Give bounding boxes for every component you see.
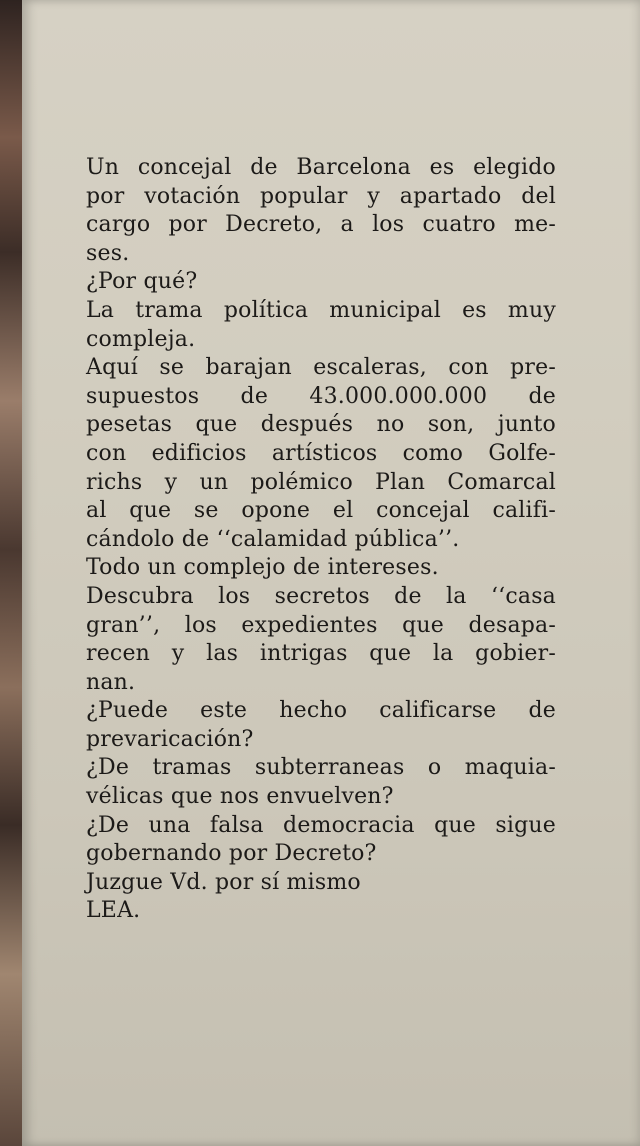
text-line: al que se opone el concejal califi- bbox=[86, 498, 556, 524]
text-line: ¿Por qué? bbox=[86, 269, 198, 295]
cover-page bbox=[22, 0, 640, 1146]
text-line: prevaricación? bbox=[86, 726, 254, 752]
text-line: por votación popular y apartado del bbox=[86, 183, 556, 209]
text-line: Aquí se barajan escaleras, con pre- bbox=[86, 355, 556, 381]
text-line: richs y un polémico Plan Comarcal bbox=[86, 469, 556, 495]
text-line: gobernando por Decreto? bbox=[86, 841, 377, 867]
text-line: gran’’, los expedientes que desapa- bbox=[86, 612, 556, 638]
text-line: nan. bbox=[86, 669, 136, 695]
text-line: LEA. bbox=[86, 898, 141, 924]
text-line: supuestos de 43.000.000.000 de bbox=[86, 383, 556, 409]
text-line: cándolo de ‘‘calamidad pública’’. bbox=[86, 526, 460, 552]
text-line: Un concejal de Barcelona es elegido bbox=[86, 155, 556, 180]
text-line: Todo un complejo de intereses. bbox=[86, 555, 439, 581]
text-line: La trama política municipal es muy bbox=[86, 297, 556, 323]
text-line: cargo por Decreto, a los cuatro me- bbox=[86, 212, 556, 238]
blurb-text bbox=[86, 154, 556, 926]
text-line: ses. bbox=[86, 240, 130, 266]
text-line: Juzgue Vd. por sí mismo bbox=[86, 869, 361, 895]
text-line: ¿Puede este hecho calificarse de bbox=[86, 698, 556, 724]
book-spine-edge bbox=[0, 0, 22, 1146]
text-line: ¿De tramas subterraneas o maquia- bbox=[86, 755, 556, 781]
text-line: vélicas que nos envuelven? bbox=[86, 784, 394, 810]
text-line: pesetas que después no son, junto bbox=[86, 412, 556, 438]
text-line: Descubra los secretos de la ‘‘casa bbox=[86, 583, 556, 609]
text-line: compleja. bbox=[86, 326, 196, 352]
text-line: recen y las intrigas que la gobier- bbox=[86, 641, 556, 667]
text-line: ¿De una falsa democracia que sigue bbox=[86, 812, 556, 838]
text-line: con edificios artísticos como Golfe- bbox=[86, 440, 556, 466]
